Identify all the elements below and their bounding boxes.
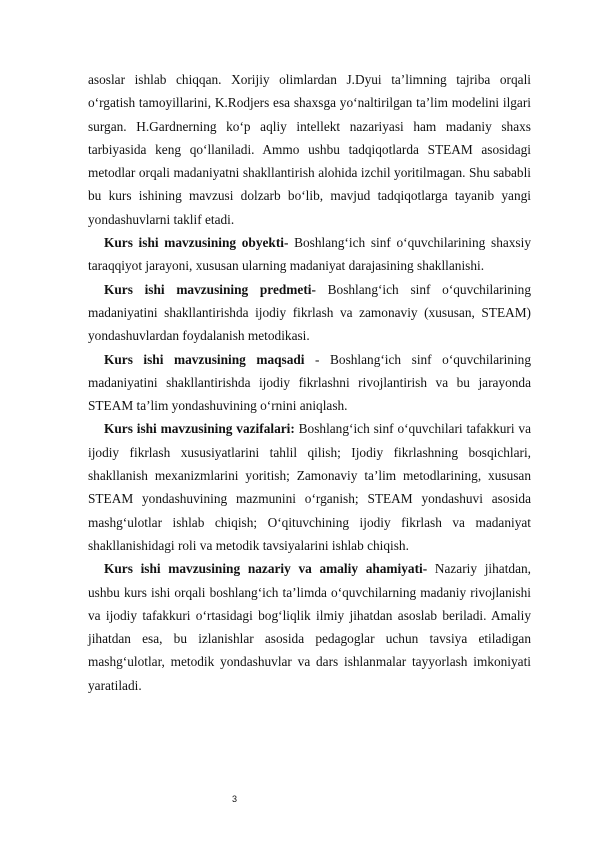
paragraph-goal	[88, 348, 531, 418]
paragraph-intro-continuation	[88, 68, 531, 231]
document-body	[88, 68, 531, 697]
paragraph-heading: Kurs ishi mavzusining predmeti-	[104, 281, 316, 297]
paragraph-text: Boshlang‘ich sinf o‘quvchilarining madaniyatini shakllantirishda ijodiy fikrlash va zamonaviy (xususan, STEAM) yondashuvlardan foydalanish metodikasi.	[88, 281, 531, 344]
paragraph-heading: Kurs ishi mavzusining obyekti-	[104, 235, 289, 251]
paragraph-text: - Boshlang‘ich sinf o‘quvchilarining madaniyatini shakllantirishda ijodiy fikrlashni rivojlantirish va bu jarayonda STEAM ta’lim yondashuvining o‘rnini aniqlash.	[88, 351, 531, 414]
paragraph-tasks	[88, 417, 531, 557]
paragraph-significance	[88, 557, 531, 697]
paragraph-text: Boshlang‘ich sinf o‘quvchilari tafakkuri va ijodiy fikrlash xususiyatlarini tahlil qilish; Ijodiy fikrlashning bosqichlari, shakllanish mexanizmlarini yoritish; Zamonaviy ta’lim metodlarining, xususan STEAM yondashuvining mazmunini o‘rganish; STEAM yondashuvi asosida mashg‘ulotlar ishlab chiqish; O‘qituvchining ijodiy fikrlash va madaniyat shakllanishidagi roli va metodik tavsiyalarini ishlab chiqish.	[88, 421, 531, 553]
page-number: 3	[232, 794, 238, 804]
paragraph-text: asoslar ishlab chiqqan. Xorijiy olimlardan J.Dyui ta’limning tajriba orqali o‘rgatish tamoyillarini, K.Rodjers esa shaxsga yo‘naltirilgan ta’lim modelini ilgari surgan. H.Gardnerning ko‘p aqliy intellekt nazariyasi ham madaniy shaxs tarbiyasida keng qo‘llaniladi. Ammo ushbu tadqiqotlarda STEAM asosidagi metodlar orqali madaniyatni shakllantirish alohida izchil yoritilmagan. Shu sababli bu kurs ishining mavzusi dolzarb bo‘lib, mavjud tadqiqotlarga tayanib yangi yondashuvlarni taklif etadi.	[88, 72, 531, 227]
paragraph-subject	[88, 278, 531, 348]
paragraph-object	[88, 231, 531, 278]
paragraph-heading: Kurs ishi mavzusining nazariy va amaliy ahamiyati-	[104, 561, 428, 577]
paragraph-heading: Kurs ishi mavzusining vazifalari:	[104, 421, 295, 437]
paragraph-text: Boshlang‘ich sinf o‘quvchilarining shaxsiy taraqqiyot jarayoni, xususan ularning madaniyat darajasining shakllanishi.	[88, 235, 531, 274]
paragraph-text: Nazariy jihatdan, ushbu kurs ishi orqali boshlang‘ich ta’limda o‘quvchilarning madaniy rivojlanishi va ijodiy tafakkuri o‘rtasidagi bog‘liqlik ilmiy jihatdan asoslab beriladi. Amaliy jihatdan esa, bu izlanishlar asosida pedagoglar uchun tavsiya etiladigan mashg‘ulotlar, metodik yondashuvlar va dars ishlanmalar tayyorlash imkoniyati yaratiladi.	[88, 561, 531, 693]
paragraph-heading: Kurs ishi mavzusining maqsadi	[104, 351, 305, 367]
